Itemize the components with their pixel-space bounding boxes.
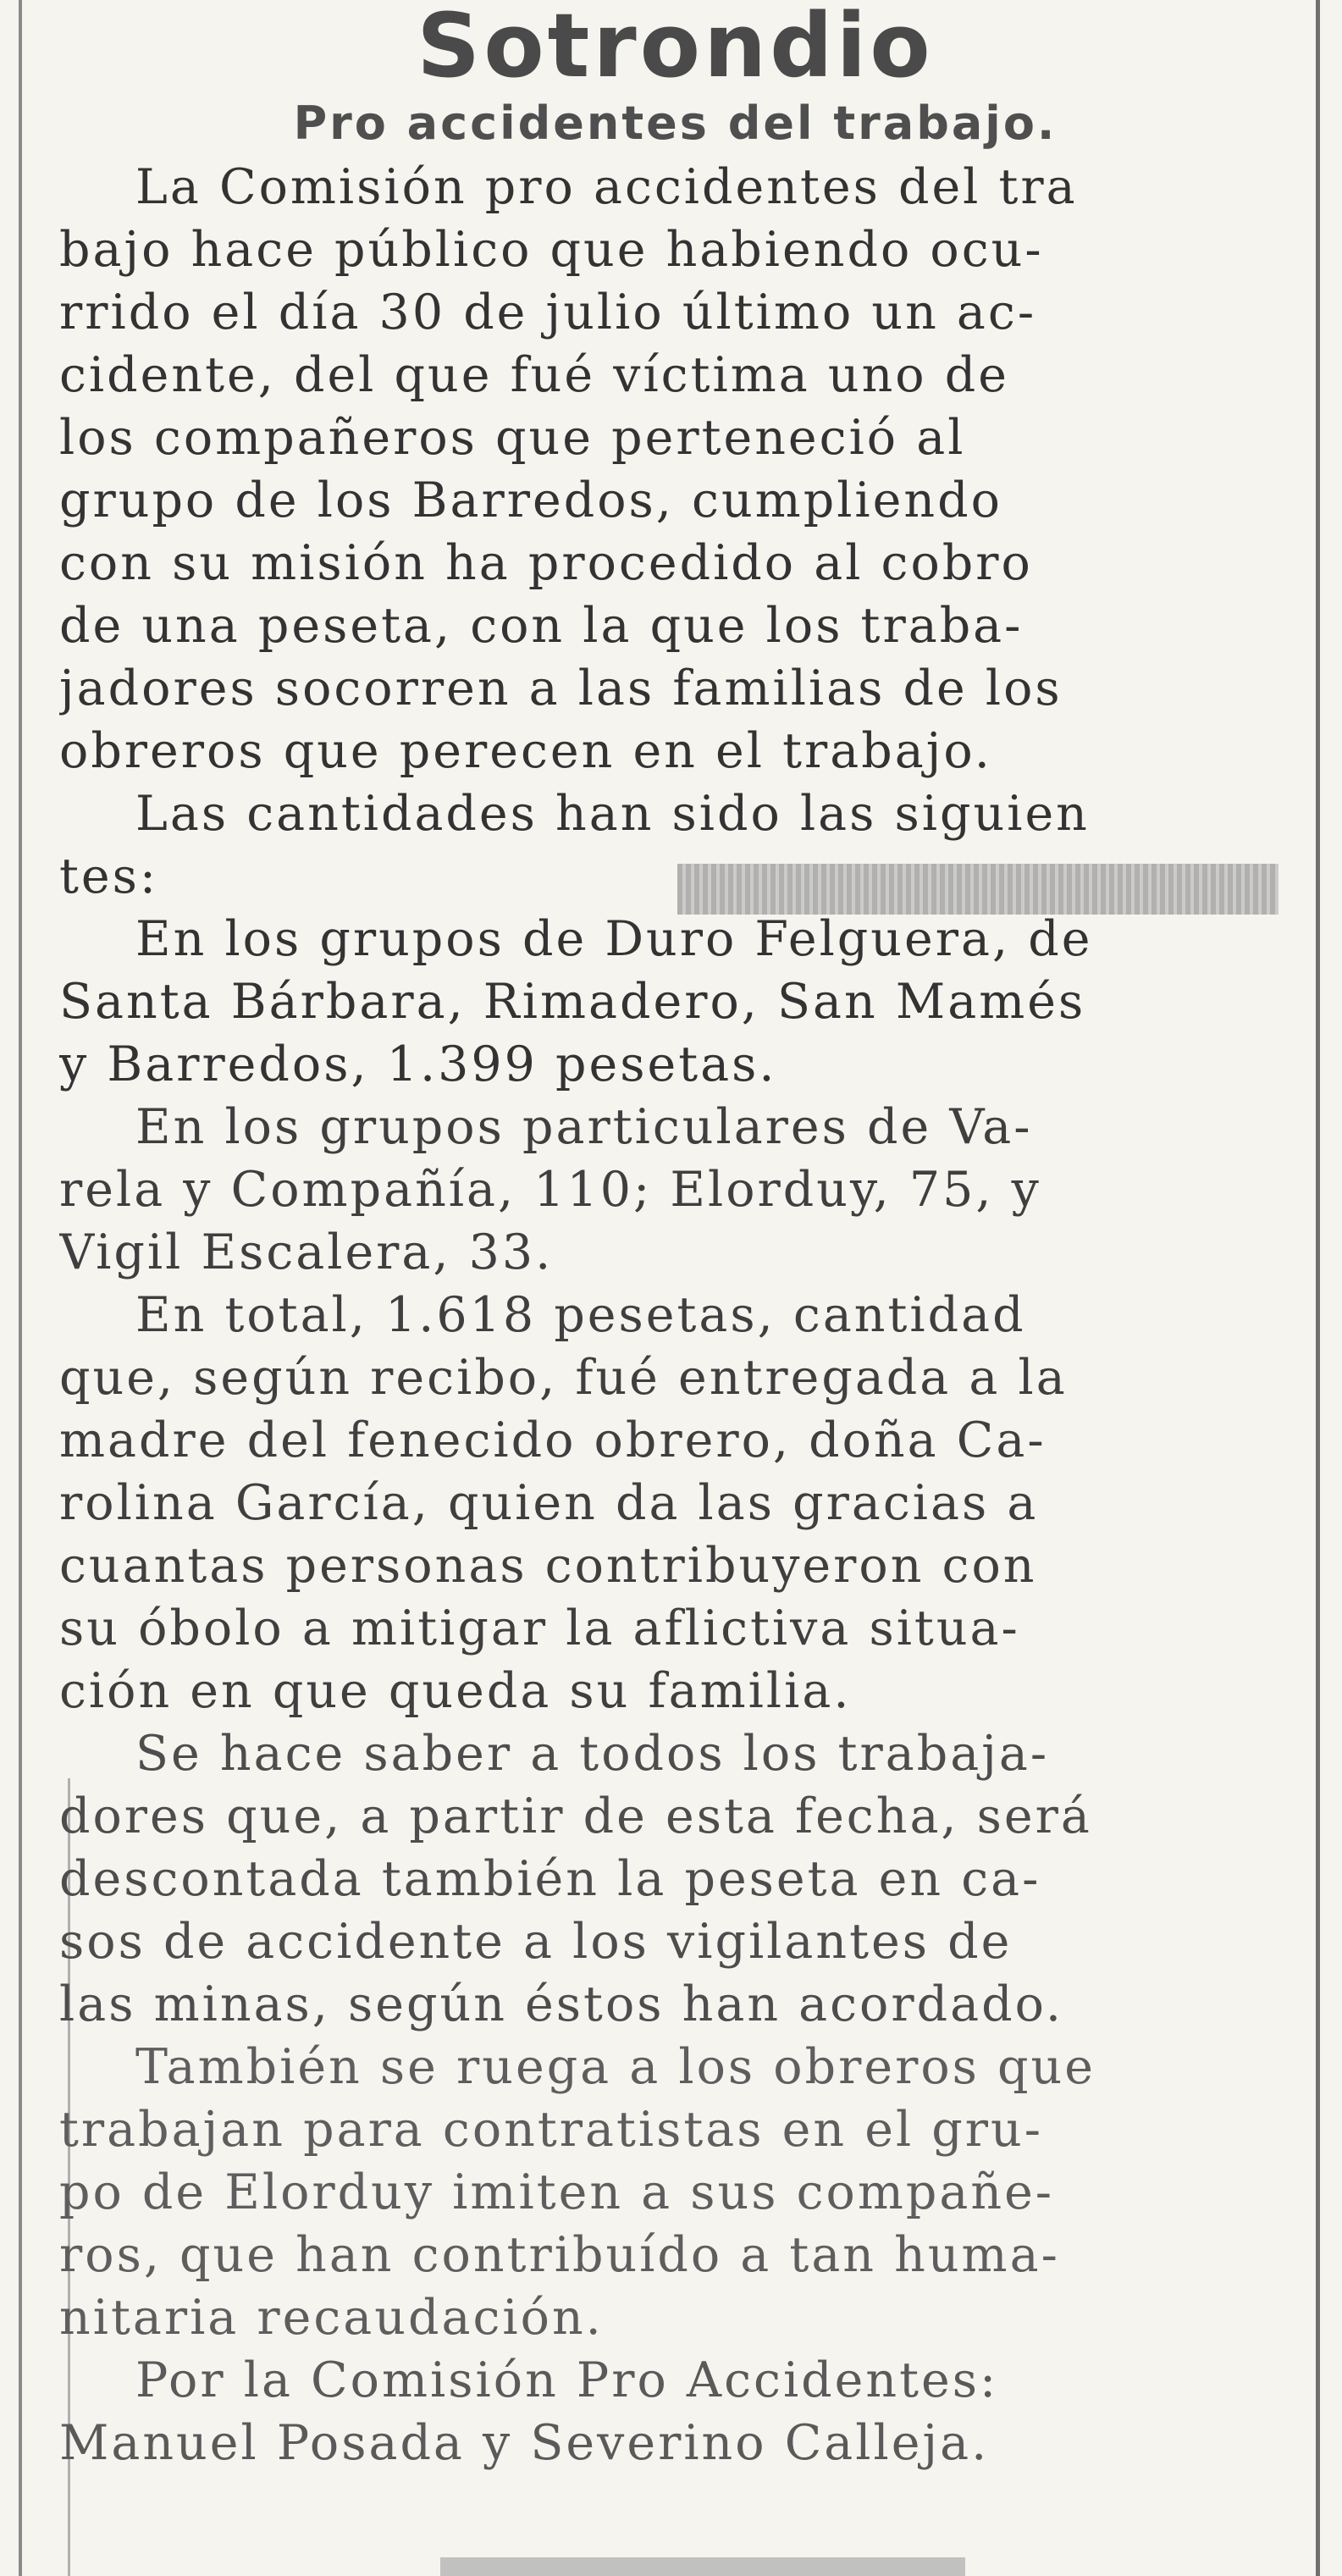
text-line: En los grupos de Duro Felguera, de xyxy=(135,911,1093,967)
text-line: descontada también la peseta en ca- xyxy=(59,1851,1041,1907)
paragraph-group-amounts xyxy=(59,908,1291,1096)
text-line: También se ruega a los obreros que xyxy=(135,2039,1096,2095)
text-line: que, según recibo, fué entregada a la xyxy=(59,1350,1068,1406)
text-line: Se hace saber a todos los trabaja- xyxy=(135,1726,1050,1782)
signature-line: Por la Comisión Pro Accidentes: xyxy=(135,2352,999,2408)
text-line: Las cantidades han sido las siguien xyxy=(135,786,1090,842)
left-column-rule xyxy=(19,0,22,2576)
paragraph-contractors-request xyxy=(59,2036,1291,2349)
text-line: Vigil Escalera, 33. xyxy=(59,1224,554,1280)
right-column-rule xyxy=(1316,0,1320,2576)
text-line: En total, 1.618 pesetas, cantidad xyxy=(135,1287,1026,1343)
text-line: dores que, a partir de esta fecha, será xyxy=(59,1788,1092,1844)
text-line: madre del fenecido obrero, doña Ca- xyxy=(59,1412,1047,1468)
text-line: jadores socorren a las familias de los xyxy=(59,661,1063,716)
text-line: ción en que queda su familia. xyxy=(59,1663,852,1719)
signature-line: Manuel Posada y Severino Calleja. xyxy=(59,2415,990,2471)
paragraph-announcement xyxy=(59,156,1291,782)
paragraph-amounts-intro xyxy=(59,782,1291,908)
text-line: de una peseta, con la que los traba- xyxy=(59,598,1024,654)
article xyxy=(59,0,1291,2474)
signature-block xyxy=(59,2349,1291,2474)
article-subheadline: Pro accidentes del trabajo. xyxy=(293,97,1058,150)
text-line: las minas, según éstos han acordado. xyxy=(59,1976,1064,2032)
text-line: nitaria recaudación. xyxy=(59,2290,604,2346)
text-line: bajo hace público que habiendo ocu- xyxy=(59,222,1044,278)
text-line: En los grupos particulares de Va- xyxy=(135,1099,1033,1155)
text-line: cuantas personas contribuyeron con xyxy=(59,1538,1037,1594)
text-line: cidente, del que fué víctima uno de xyxy=(59,347,1009,403)
paragraph-vigilantes-notice xyxy=(59,1722,1291,2036)
text-line: obreros que perecen en el trabajo. xyxy=(59,723,992,779)
cut-off-next-heading xyxy=(440,2557,965,2576)
text-line: rela y Compañía, 110; Elorduy, 75, y xyxy=(59,1162,1041,1218)
text-line: ros, que han contribuído a tan huma- xyxy=(59,2227,1060,2283)
text-line: rolina García, quien da las gracias a xyxy=(59,1475,1039,1531)
text-line: Santa Bárbara, Rimadero, San Mamés xyxy=(59,974,1086,1030)
paragraph-private-groups xyxy=(59,1096,1291,1284)
text-line: con su misión ha procedido al cobro xyxy=(59,535,1033,591)
text-line: rrido el día 30 de julio último un ac- xyxy=(59,285,1037,340)
article-headline: Sotrondio xyxy=(417,0,934,97)
text-line: y Barredos, 1.399 pesetas. xyxy=(59,1036,777,1092)
text-line: trabajan para contratistas en el gru- xyxy=(59,2102,1043,2158)
text-line: los compañeros que perteneció al xyxy=(59,410,966,466)
text-line: tes: xyxy=(59,849,159,904)
text-line: grupo de los Barredos, cumpliendo xyxy=(59,473,1002,528)
text-line: sos de accidente a los vigilantes de xyxy=(59,1914,1013,1970)
text-line: po de Elorduy imiten a sus compañe- xyxy=(59,2164,1055,2220)
paragraph-total xyxy=(59,1284,1291,1722)
text-line: La Comisión pro accidentes del tra xyxy=(135,159,1078,215)
text-line: su óbolo a mitigar la aflictiva situa- xyxy=(59,1600,1020,1656)
